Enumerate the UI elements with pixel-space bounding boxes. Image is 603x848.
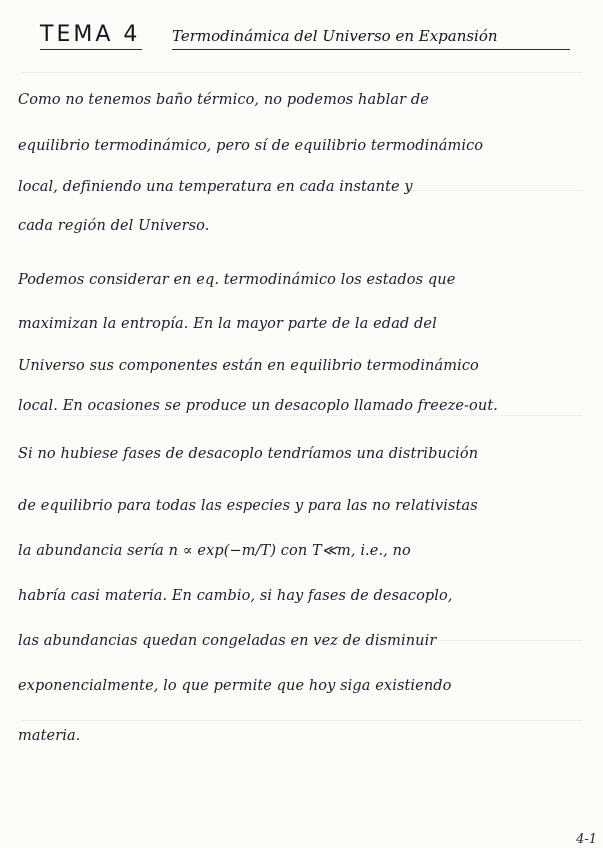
text-line: exponencialmente, lo que permite que hoy siga existiendo (18, 678, 452, 694)
text-line: Universo sus componentes están en equilibrio termodinámico (18, 358, 479, 374)
text-line: equilibrio termodinámico, pero sí de equilibrio termodinámico (18, 138, 484, 154)
page-title-underline (172, 49, 570, 50)
text-line: Podemos considerar en eq. termodinámico los estados que (18, 272, 456, 288)
topic-number: TEMA 4 (40, 22, 141, 47)
text-line: cada región del Universo. (18, 218, 210, 234)
topic-number-underline (40, 49, 142, 50)
text-line: materia. (18, 728, 81, 744)
bleed-through-mark (22, 72, 582, 73)
text-line: habría casi materia. En cambio, si hay fases de desacoplo, (18, 588, 453, 604)
page-number: 4-1 (576, 832, 597, 847)
page-title: Termodinámica del Universo en Expansión (172, 27, 498, 45)
text-line: Si no hubiese fases de desacoplo tendríamos una distribución (18, 446, 479, 462)
page-header (40, 22, 570, 52)
text-line: maximizan la entropía. En la mayor parte de la edad del (18, 316, 437, 332)
text-line: local. En ocasiones se produce un desacoplo llamado freeze-out. (18, 398, 498, 414)
bleed-through-mark (22, 415, 582, 416)
bleed-through-mark (22, 720, 582, 721)
text-line: las abundancias quedan congeladas en vez de disminuir (18, 633, 437, 649)
text-line: la abundancia sería n ∝ exp(−m/T) con T≪m, i.e., no (18, 543, 411, 559)
text-line: de equilibrio para todas las especies y para las no relativistas (18, 498, 478, 514)
text-line: local, definiendo una temperatura en cada instante y (18, 179, 413, 195)
text-line: Como no tenemos baño térmico, no podemos hablar de (18, 92, 429, 108)
